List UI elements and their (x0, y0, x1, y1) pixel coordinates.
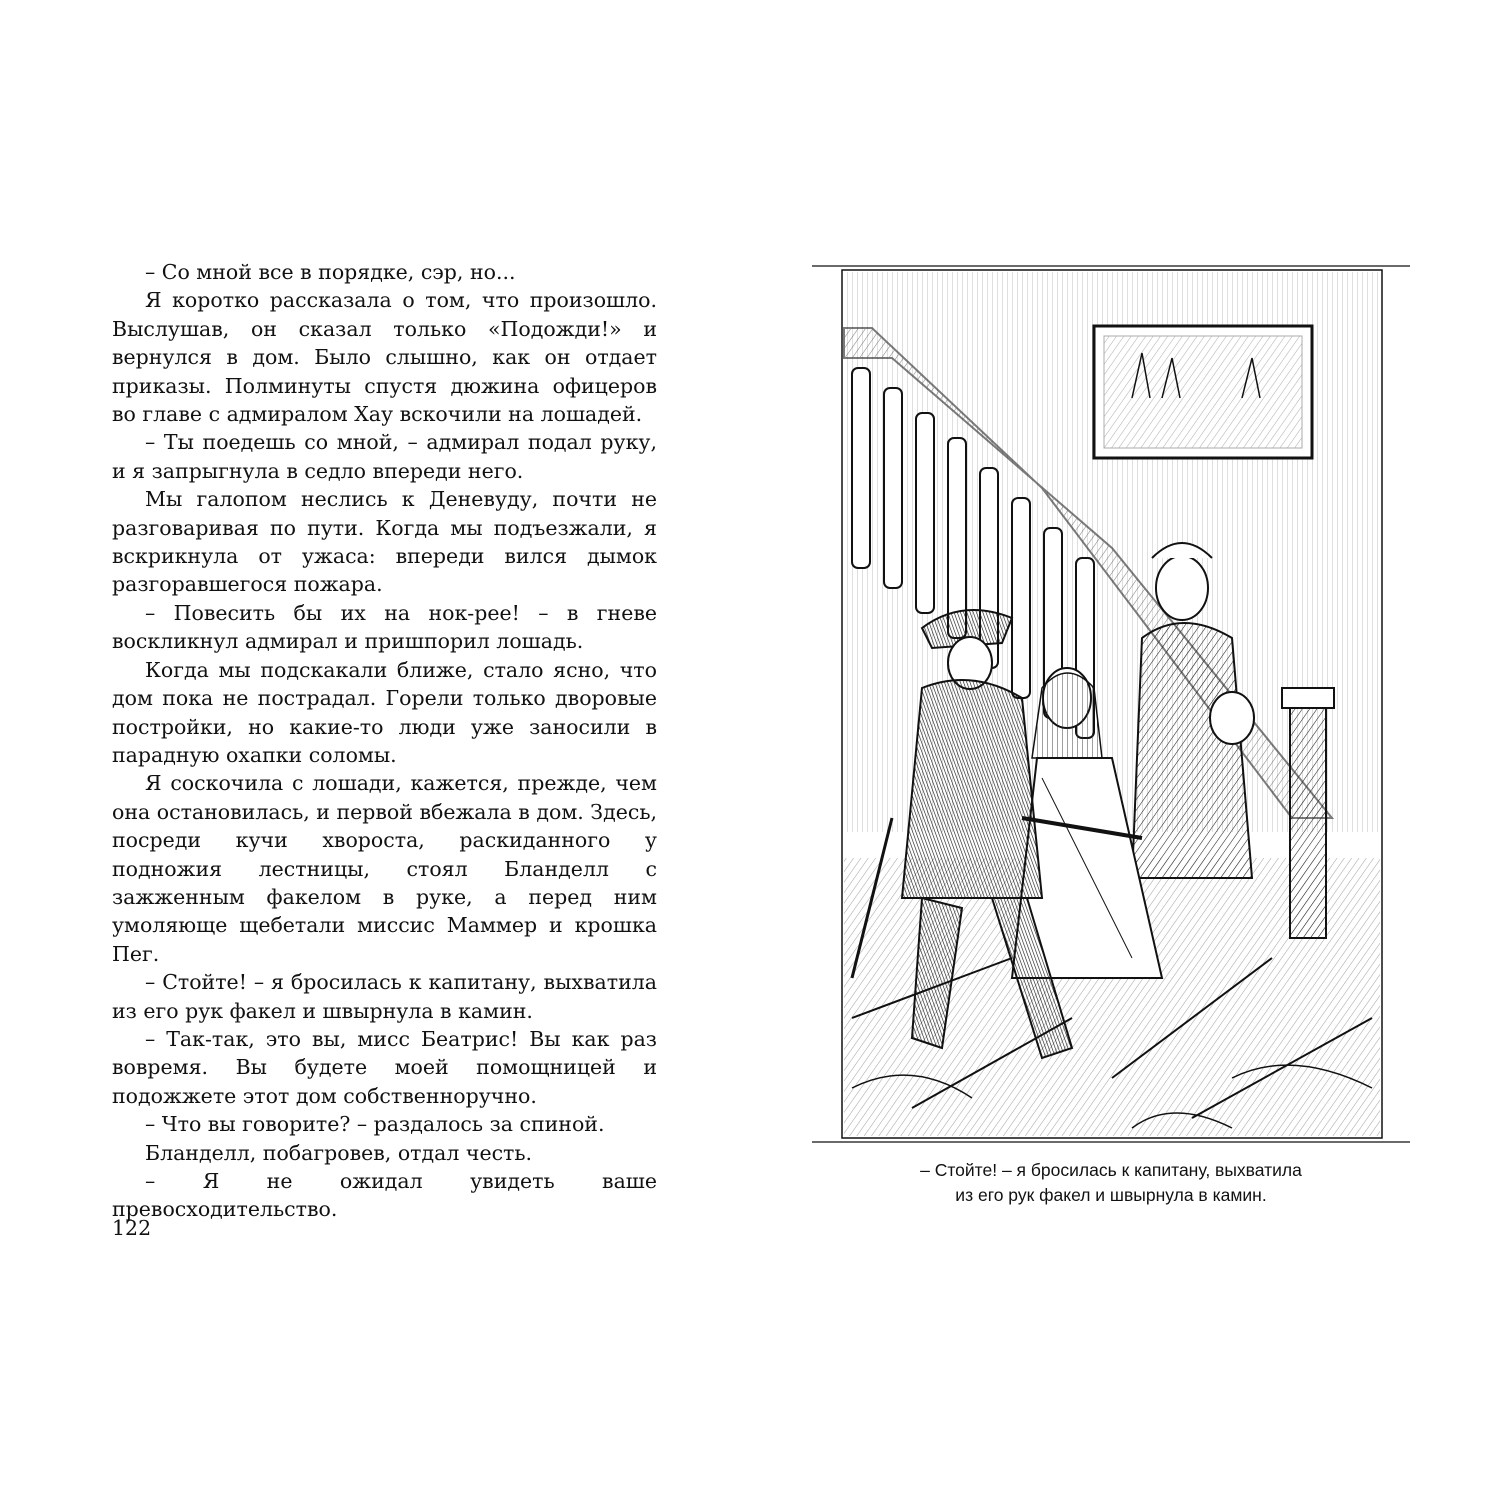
paragraph: Я коротко рассказала о том, что произошло. Выслушав, он сказал только «Подожди!» и вернулся в дом. Было слышно, как он отдает приказы. Полминуты спустя дюжина офицеров во главе с адмиралом Хау вскочили на лошадей. (112, 288, 657, 427)
body-text (112, 258, 657, 1224)
paragraph: Мы галопом неслись к Деневуду, почти не разговаривая по пути. Когда мы подъезжали, я вскрикнула от ужаса: впереди вился дымок разгоравшегося пожара. (112, 487, 657, 597)
caption-line: из его рук факел и швырнула в камин. (955, 1185, 1267, 1205)
left-page (112, 258, 657, 1224)
paragraph: – Так-так, это вы, мисс Беатрис! Вы как раз вовремя. Вы будете моей помощницей и подожжете этот дом собственноручно. (112, 1026, 657, 1108)
pen-drawing-illustration-icon (812, 258, 1410, 1158)
paragraph: Когда мы подскакали ближе, стало ясно, что дом пока не пострадал. Горели только дворовые постройки, но какие-то люди уже заносили в парадную охапки соломы. (112, 657, 657, 767)
paragraph: – Ты поедешь со мной, – адмирал подал руку, и я запрыгнула в седло впереди него. (112, 430, 657, 483)
paragraph: – Стойте! – я бросилась к капитану, выхватила из его рук факел и швырнула в камин. (112, 970, 657, 1023)
illustration-caption (812, 1158, 1410, 1208)
paragraph: – Со мной все в порядке, сэр, но... (145, 260, 516, 284)
paragraph: – Что вы говорите? – раздалось за спиной. (145, 1112, 605, 1137)
paragraph: Бланделл, побагровев, отдал честь. (145, 1140, 533, 1165)
paragraph: Я соскочила с лошади, кажется, прежде, чем она остановилась, и первой вбежала в дом. Здесь, посреди кучи хвороста, раскиданного у подножия лестницы, стоял Бланделл с зажженным факелом в руке, а перед ним умоляюще щебетали миссис Маммер и крошка Пег. (112, 771, 657, 966)
caption-line: – Стойте! – я бросилась к капитану, выхватила (920, 1160, 1302, 1180)
page-number: 122 (112, 1216, 152, 1240)
illustration (812, 258, 1410, 1158)
paragraph: – Я не ожидал увидеть ваше превосходительство. (112, 1169, 657, 1222)
paragraph: – Повесить бы их на нок-рее! – в гневе воскликнул адмирал и пришпорил лошадь. (112, 600, 657, 654)
